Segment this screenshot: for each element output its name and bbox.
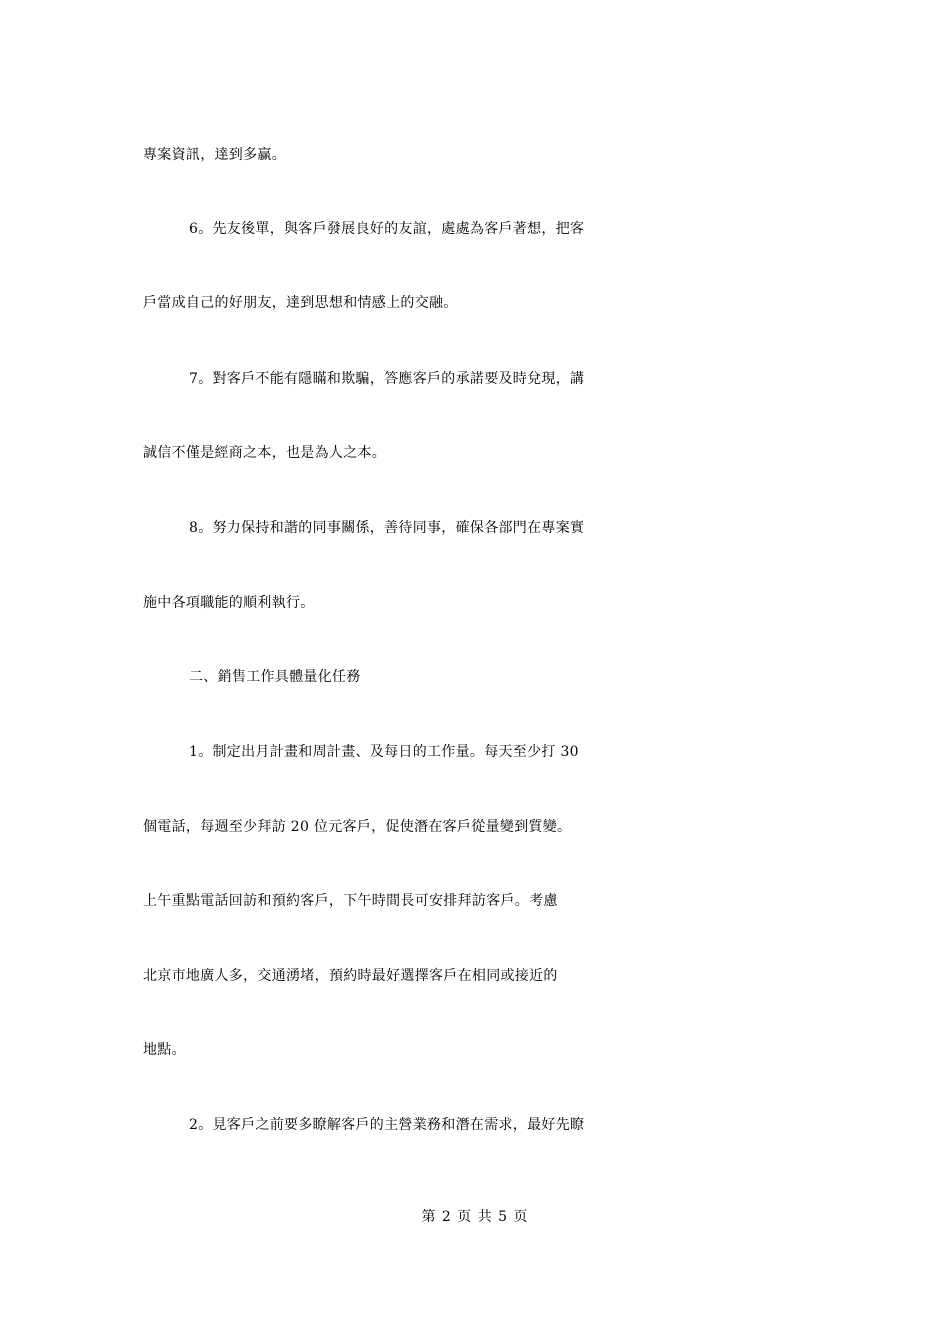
text-line-14: 2。見客戶之前要多瞭解客戶的主營業務和潛在需求，最好先瞭 xyxy=(189,1117,585,1133)
text-line-4: 7。對客戶不能有隱瞞和欺騙，答應客戶的承諾要及時兌現，講 xyxy=(189,371,585,387)
text-line-7: 施中各項職能的順利執行。 xyxy=(143,595,315,611)
text-line-3: 戶當成自己的好朋友，達到思想和情感上的交融。 xyxy=(143,295,458,311)
text-line-6: 8。努力保持和諧的同事關係，善待同事，確保各部門在專案實 xyxy=(189,520,585,536)
text-line-13: 地點。 xyxy=(143,1042,186,1058)
page-number-footer: 第 2 页 共 5 页 xyxy=(421,1209,529,1225)
text-line-2: 6。先友後單，與客戶發展良好的友誼，處處為客戶著想，把客 xyxy=(189,221,585,237)
text-line-5: 誠信不僅是經商之本，也是為人之本。 xyxy=(143,445,387,461)
section-heading: 二、銷售工作具體量化任務 xyxy=(189,669,361,685)
text-line-11: 上午重點電話回訪和預約客戶，下午時間長可安排拜訪客戶。考慮 xyxy=(143,893,558,909)
text-line-10: 個電話，每週至少拜訪 20 位元客戶，促使潛在客戶從量變到質變。 xyxy=(143,819,572,835)
text-line-1: 專案資訊，達到多贏。 xyxy=(143,147,286,163)
text-line-12: 北京市地廣人多，交通湧堵，預約時最好選擇客戶在相同或接近的 xyxy=(143,968,558,984)
text-line-9: 1。制定出月計畫和周計畫、及每日的工作量。每天至少打 30 xyxy=(189,744,579,760)
